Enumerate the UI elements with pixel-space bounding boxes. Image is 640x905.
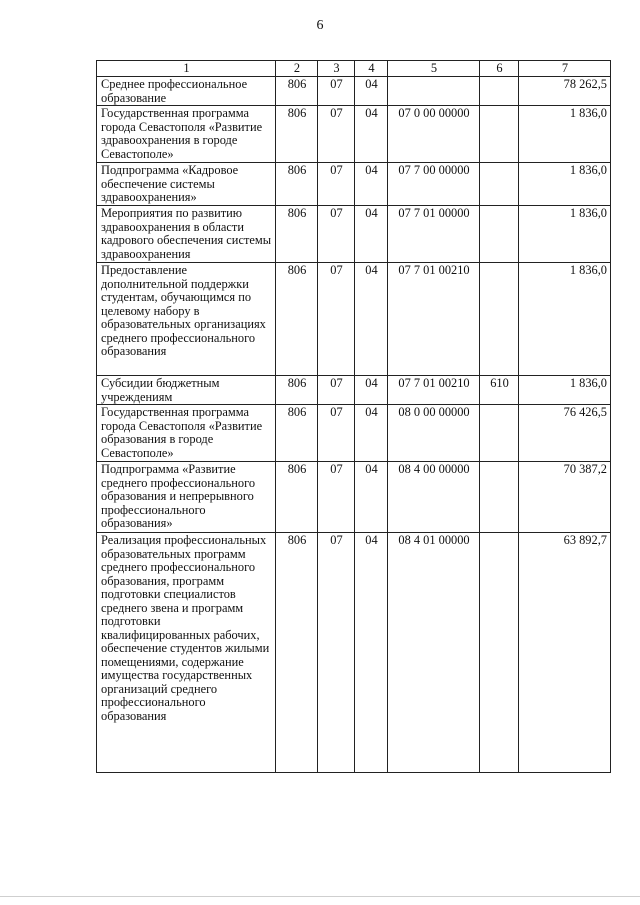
amount: 1 836,0 (519, 163, 611, 206)
item-name: Мероприятия по развитию здравоохранения в области кадрового обеспечения системы здравоохранения (97, 206, 276, 263)
target-article-code: 08 4 01 00000 (388, 533, 480, 773)
amount: 1 836,0 (519, 106, 611, 163)
subsection-code: 04 (355, 376, 388, 405)
amount: 1 836,0 (519, 206, 611, 263)
table-row (97, 462, 611, 533)
amount: 76 426,5 (519, 405, 611, 462)
ministry-code: 806 (276, 376, 318, 405)
target-article-code: 07 7 01 00000 (388, 206, 480, 263)
expense-type-code (480, 106, 519, 163)
subsection-code: 04 (355, 163, 388, 206)
amount: 1 836,0 (519, 376, 611, 405)
item-name: Предоставление дополнительной поддержки студентам, обучающимся по целевому набору в образовательных организациях среднего профессионального образования (97, 263, 276, 376)
ministry-code: 806 (276, 405, 318, 462)
header-col-7: 7 (519, 61, 611, 77)
header-col-3: 3 (318, 61, 355, 77)
amount: 1 836,0 (519, 263, 611, 376)
subsection-code: 04 (355, 533, 388, 773)
header-col-6: 6 (480, 61, 519, 77)
section-code: 07 (318, 462, 355, 533)
item-name: Государственная программа города Севастополя «Развитие образования в городе Севастополе» (97, 405, 276, 462)
section-code: 07 (318, 263, 355, 376)
budget-table (96, 60, 611, 773)
section-code: 07 (318, 376, 355, 405)
table-row (97, 206, 611, 263)
header-col-5: 5 (388, 61, 480, 77)
table-row (97, 77, 611, 106)
table-row (97, 163, 611, 206)
expense-type-code (480, 206, 519, 263)
expense-type-code (480, 462, 519, 533)
subsection-code: 04 (355, 77, 388, 106)
page-number: 6 (316, 18, 324, 33)
section-code: 07 (318, 77, 355, 106)
section-code: 07 (318, 533, 355, 773)
subsection-code: 04 (355, 206, 388, 263)
item-name: Подпрограмма «Кадровое обеспечение системы здравоохранения» (97, 163, 276, 206)
table-row (97, 263, 611, 376)
expense-type-code (480, 405, 519, 462)
amount: 70 387,2 (519, 462, 611, 533)
table-row (97, 533, 611, 773)
item-name: Среднее профессиональное образование (97, 77, 276, 106)
expense-type-code (480, 533, 519, 773)
ministry-code: 806 (276, 263, 318, 376)
page-bottom-divider (0, 896, 640, 897)
target-article-code: 07 0 00 00000 (388, 106, 480, 163)
target-article-code (388, 77, 480, 106)
section-code: 07 (318, 163, 355, 206)
item-name: Субсидии бюджетным учреждениям (97, 376, 276, 405)
target-article-code: 07 7 00 00000 (388, 163, 480, 206)
header-col-2: 2 (276, 61, 318, 77)
ministry-code: 806 (276, 163, 318, 206)
subsection-code: 04 (355, 405, 388, 462)
amount: 78 262,5 (519, 77, 611, 106)
item-name: Реализация профессиональных образовательных программ среднего профессионального образования, программ подготовки специалистов среднего звена и программ подготовки квалифицированных рабочих, обеспечение студентов жилыми помещениями, содержание имущества государственных организаций среднего профессионального образования (97, 533, 276, 773)
table-row (97, 405, 611, 462)
target-article-code: 08 4 00 00000 (388, 462, 480, 533)
section-code: 07 (318, 405, 355, 462)
expense-type-code (480, 77, 519, 106)
table-row (97, 376, 611, 405)
expense-type-code (480, 263, 519, 376)
ministry-code: 806 (276, 206, 318, 263)
target-article-code: 07 7 01 00210 (388, 376, 480, 405)
header-col-4: 4 (355, 61, 388, 77)
header-row (97, 61, 611, 77)
section-code: 07 (318, 206, 355, 263)
section-code: 07 (318, 106, 355, 163)
target-article-code: 08 0 00 00000 (388, 405, 480, 462)
expense-type-code (480, 163, 519, 206)
ministry-code: 806 (276, 106, 318, 163)
subsection-code: 04 (355, 263, 388, 376)
target-article-code: 07 7 01 00210 (388, 263, 480, 376)
ministry-code: 806 (276, 533, 318, 773)
expense-type-code: 610 (480, 376, 519, 405)
item-name: Подпрограмма «Развитие среднего профессионального образования и непрерывного профессионального образования» (97, 462, 276, 533)
ministry-code: 806 (276, 77, 318, 106)
amount: 63 892,7 (519, 533, 611, 773)
ministry-code: 806 (276, 462, 318, 533)
subsection-code: 04 (355, 106, 388, 163)
subsection-code: 04 (355, 462, 388, 533)
header-col-1: 1 (97, 61, 276, 77)
item-name: Государственная программа города Севастополя «Развитие здравоохранения в городе Севастополе» (97, 106, 276, 163)
table-row (97, 106, 611, 163)
